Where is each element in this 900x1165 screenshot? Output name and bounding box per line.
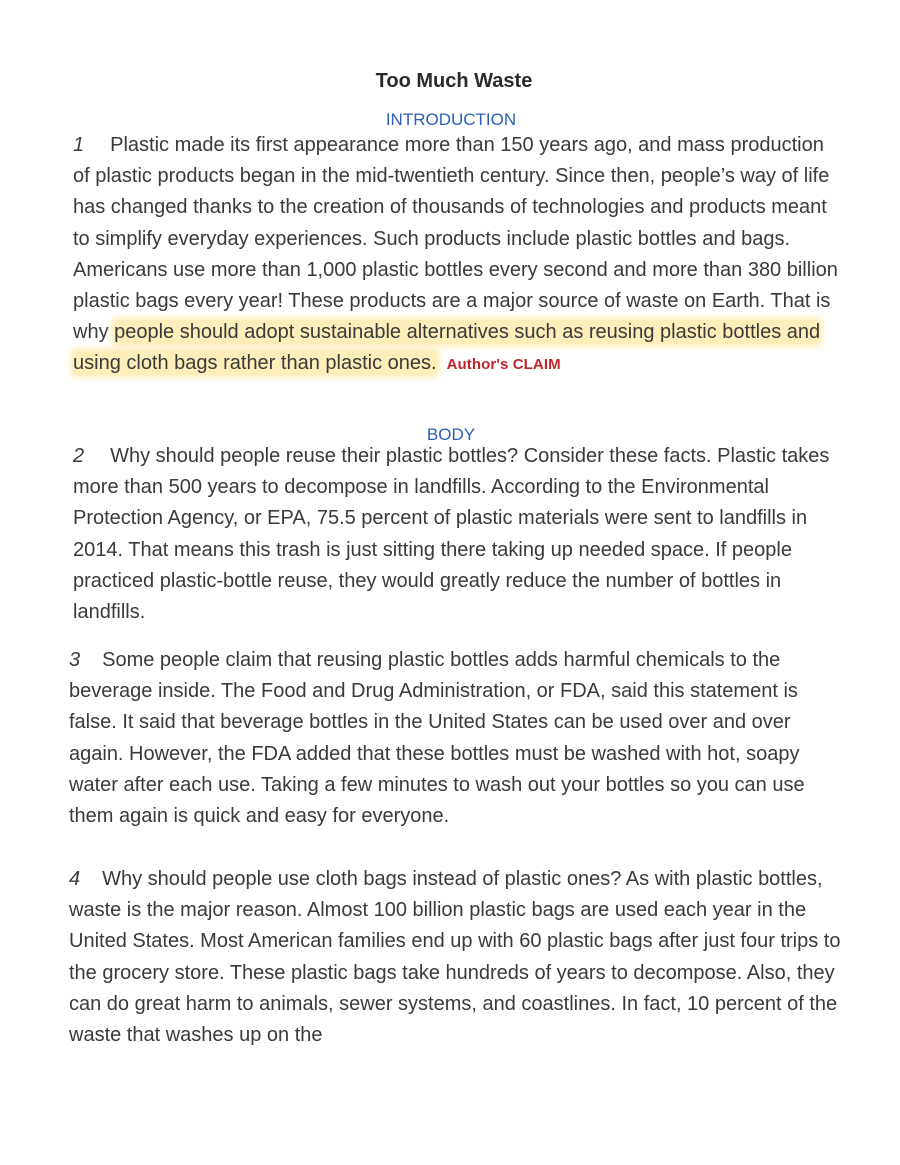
- paragraph-text: Some people claim that reusing plastic bottles adds harmful chemicals to the beverage inside. The Food and Drug Administration, or FDA, said this statement is false. It said that beverage bottles in the United States can be used over and over again. However, the FDA added that these bottles must be washed with hot, soapy water after each use. Taking a few minutes to wash out your bottles so you can use them again is quick and easy for everyone.: [69, 649, 805, 828]
- paragraph-number: 4: [69, 868, 81, 890]
- paragraph-number: 2: [73, 445, 85, 467]
- document-title: Too Much Waste: [375, 70, 533, 92]
- section-label-body: BODY: [426, 425, 476, 444]
- paragraph-number: 3: [69, 649, 81, 671]
- paragraph-text: Why should people use cloth bags instead of plastic ones? As with plastic bottles, waste is the major reason. Almost 100 billion plastic bags are used each year in the United States. Most American families end up with 60 plastic bags after just four trips to the grocery store. These plastic bags take hundreds of years to decompose. Also, they can do great harm to animals, sewer systems, and coastlines. In fact, 10 percent of the waste that washes up on the: [69, 868, 841, 1047]
- paragraph-4: [69, 864, 844, 1051]
- paragraph-number: 1: [73, 134, 85, 156]
- section-label-introduction: INTRODUCTION: [385, 110, 517, 129]
- paragraph-text: Plastic made its first appearance more than 150 years ago, and mass production of plastic products began in the mid-twentieth century. Since then, people’s way of life has changed thanks to the creation of thousands of technologies and products meant to simplify everyday experiences. Such products include plastic bottles and bags. Americans use more than 1,000 plastic bottles every second and more than 380 billion plastic bags every year! These products are a major source of waste on Earth. That is why: [73, 134, 838, 344]
- paragraph-1: [73, 130, 841, 381]
- claim-annotation: Author's CLAIM: [446, 356, 561, 374]
- paragraph-3: [69, 645, 844, 832]
- paragraph-text: Why should people reuse their plastic bottles? Consider these facts. Plastic takes more than 500 years to decompose in landfills. According to the Environmental Protection Agency, or EPA, 75.5 percent of plastic materials were sent to landfills in 2014. That means this trash is just sitting there taking up needed space. If people practiced plastic-bottle reuse, they would greatly reduce the number of bottles in landfills.: [73, 445, 830, 624]
- paragraph-2: [73, 441, 843, 628]
- claim-highlight: people should adopt sustainable alternatives such as reusing plastic bottles and using cloth bags rather than plastic ones.: [73, 321, 821, 375]
